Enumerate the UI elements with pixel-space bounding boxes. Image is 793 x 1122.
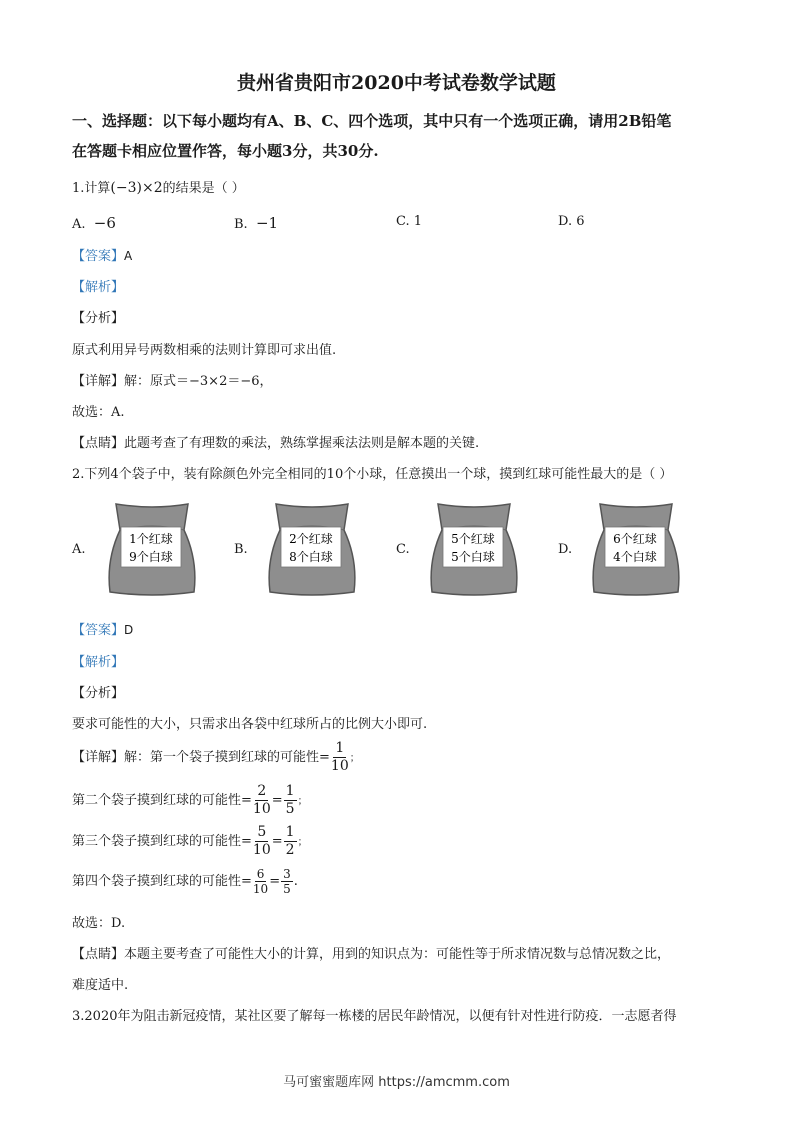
section-heading-line1: 一、选择题：以下每小题均有A、B、C、四个选项，其中只有一个选项正确，请用2B铅笔: [72, 112, 672, 130]
q1-suffix: 的结果是（ ）: [162, 181, 245, 196]
q1-comment: 【点睛】此题考查了有理数的乘法，熟练掌握乘法法则是解本题的关键.: [72, 436, 480, 451]
fraction-1-2: $\frac{1}{2}$: [285, 824, 295, 858]
q2-detail-line1: 【详解】解：第一个袋子摸到红球的可能性= $\frac{1}{10}$ ；: [72, 740, 360, 774]
q2-comment-line2: 难度适中.: [72, 978, 129, 993]
q1-answer: 【答案】A: [72, 249, 133, 264]
q2-option-c-letter: C.: [396, 542, 410, 557]
page-footer: 马可蜜蜜题库网 https://amcmm.com: [283, 1075, 510, 1090]
q2-fenxi: 要求可能性的大小，只需求出各袋中红球所占的比例大小即可.: [72, 717, 428, 732]
fraction-1-5: $\frac{1}{5}$: [285, 783, 295, 817]
bag-a-image: [104, 500, 200, 598]
q2-answer: 【答案】D: [72, 623, 134, 638]
bag-c-image: [426, 500, 522, 598]
bag-d-label-white: 4个白球: [613, 550, 657, 564]
q1-option-d: D. 6: [558, 214, 585, 229]
bag-a-label-red: 1个红球: [129, 532, 173, 546]
q1-expression: (−3)×2: [110, 180, 163, 196]
q1-option-c: C. 1: [396, 214, 423, 229]
q1-fenxi-tag: 【分析】: [72, 311, 125, 326]
q2-option-d-letter: D.: [558, 542, 573, 557]
q1-stem: [72, 177, 245, 196]
q2-comment: 【点睛】本题主要考查了可能性大小的计算，用到的知识点为：可能性等于所求情况数与总情况数之比，: [72, 947, 671, 962]
fraction-1-10: $\frac{1}{10}$: [330, 740, 349, 774]
q1-analysis-tag: 【解析】: [72, 280, 125, 295]
bag-c-label-white: 5个白球: [451, 550, 495, 564]
q2-detail-line4: 第四个袋子摸到红球的可能性= $\frac{6}{10}$ = $\frac{3}{5}$ .: [72, 867, 298, 896]
q2-analysis-tag: 【解析】: [72, 655, 125, 670]
q2-detail-line3: 第三个袋子摸到红球的可能性= $\frac{5}{10}$ = $\frac{1}{2}$ ；: [72, 824, 308, 858]
fraction-2-10: $\frac{2}{10}$: [252, 783, 271, 817]
bag-a-label-white: 9个白球: [129, 550, 173, 564]
q1-prefix: 1.计算: [72, 181, 111, 196]
q1-detail: 【详解】解：原式＝−3×2＝−6，: [72, 374, 273, 389]
fraction-6-10: $\frac{6}{10}$: [252, 867, 269, 896]
q1-option-b: B. −1: [234, 214, 279, 232]
q2-option-a-letter: A.: [72, 542, 86, 557]
q3-stem: 3.2020年为阻击新冠疫情，某社区要了解每一栋楼的居民年龄情况，以便有针对性进行防疫．一志愿者得: [72, 1009, 677, 1024]
bag-b-image: [264, 500, 360, 598]
bag-d-label-red: 6个红球: [613, 532, 657, 546]
q1-fenxi: 原式利用异号两数相乘的法则计算即可求出值.: [72, 343, 337, 358]
section-heading-line2: 在答题卡相应位置作答，每小题3分，共30分.: [72, 142, 379, 160]
fraction-3-5: $\frac{3}{5}$: [283, 867, 291, 896]
q2-fenxi-tag: 【分析】: [72, 686, 125, 701]
q1-choose: 故选：A.: [72, 405, 125, 420]
q2-choose: 故选：D.: [72, 916, 126, 931]
q2-option-b-letter: B.: [234, 542, 248, 557]
q2-detail-line2: 第二个袋子摸到红球的可能性= $\frac{2}{10}$ = $\frac{1}{5}$ ；: [72, 783, 308, 817]
q1-option-a: A. −6: [72, 214, 116, 232]
bag-d-image: [588, 500, 684, 598]
q2-stem: 2.下列4个袋子中，装有除颜色外完全相同的10个小球，任意摸出一个球，摸到红球可能性最大的是（ ）: [72, 467, 673, 482]
bag-b-label-red: 2个红球: [289, 532, 333, 546]
bag-c-label-red: 5个红球: [451, 532, 495, 546]
page-title: 贵州省贵阳市2020中考试卷数学试题: [237, 72, 556, 94]
bag-b-label-white: 8个白球: [289, 550, 333, 564]
fraction-5-10: $\frac{5}{10}$: [252, 824, 271, 858]
